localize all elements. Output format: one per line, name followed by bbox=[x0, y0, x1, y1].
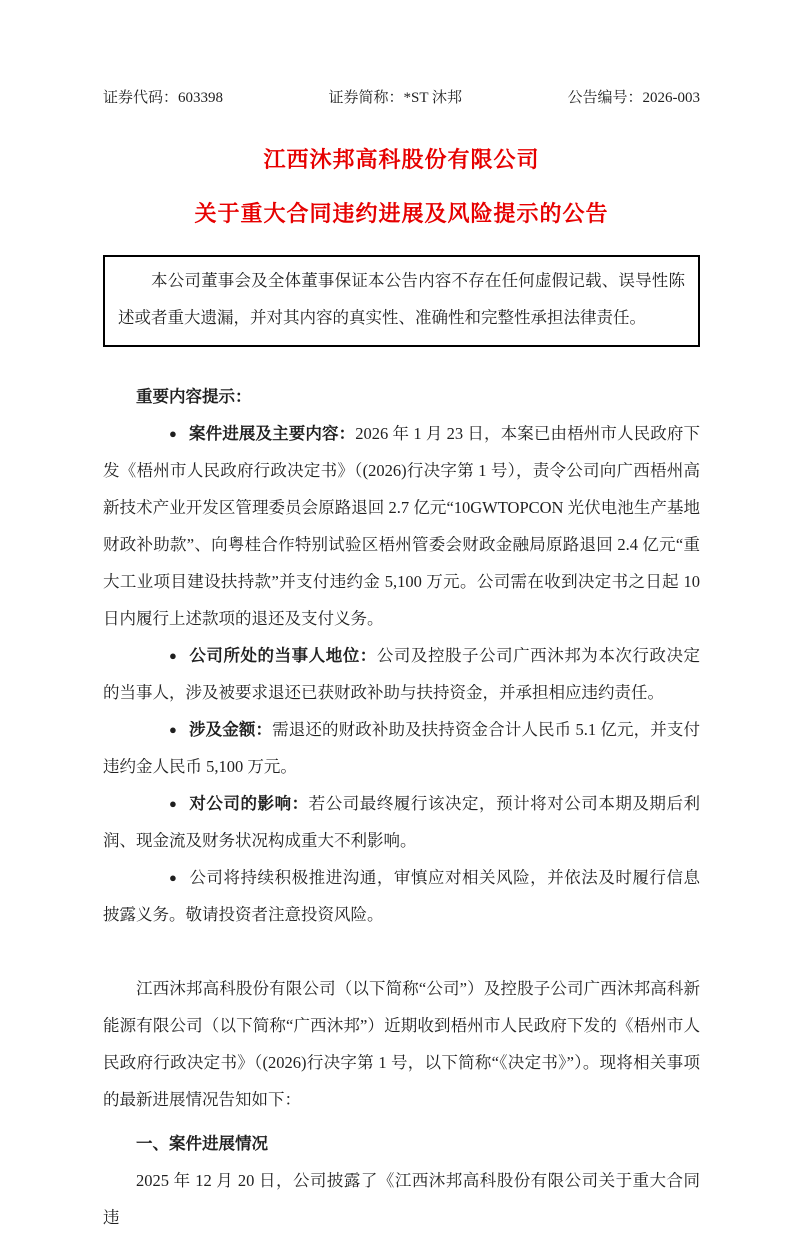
bullet-icon: ● bbox=[169, 426, 177, 441]
section-1-heading: 一、案件进展情况 bbox=[136, 1134, 268, 1153]
company-name-title: 江西沐邦高科股份有限公司 bbox=[263, 147, 540, 172]
bullet-item-impact bbox=[103, 785, 700, 859]
bullet-item-party-status bbox=[103, 637, 700, 711]
bullet-text: 需退还的财政补助及扶持资金合计人民币 5.1 亿元，并支付违约金人民币 5,100 万元。 bbox=[103, 720, 701, 776]
board-statement-text: 本公司董事会及全体董事保证本公告内容不存在任何虚假记载、误导性陈述或者重大遗漏，并对其内容的真实性、准确性和完整性承担法律责任。 bbox=[118, 271, 685, 327]
intro-paragraph: 江西沐邦高科股份有限公司（以下简称“公司”）及控股子公司广西沐邦高科新能源有限公司（以下简称“广西沐邦”）近期收到梧州市人民政府下发的《梧州市人民政府行政决定书》（(2026)行决字第 1 号，以下简称“《决定书》”）。现将相关事项的最新进展情况告知如下： bbox=[103, 979, 700, 1109]
important-notice-heading: 重要内容提示： bbox=[136, 387, 252, 406]
bullet-icon: ● bbox=[169, 796, 177, 811]
bullet-label: 公司所处的当事人地位： bbox=[188, 646, 377, 665]
stock-code: 证券代码：603398 bbox=[103, 90, 224, 106]
bullet-icon: ● bbox=[169, 648, 177, 663]
bullet-item-case-progress bbox=[103, 415, 700, 637]
section-1-paragraph: 2025 年 12 月 20 日，公司披露了《江西沐邦高科股份有限公司关于重大合同违 bbox=[103, 1171, 700, 1227]
bullet-label: 对公司的影响： bbox=[188, 794, 309, 813]
bullet-text: 公司将持续积极推进沟通，审慎应对相关风险，并依法及时履行信息披露义务。敬请投资者注意投资风险。 bbox=[103, 868, 700, 924]
announcement-number: 公告编号：2026-003 bbox=[567, 90, 700, 106]
bullet-text: 2026 年 1 月 23 日，本案已由梧州市人民政府下发《梧州市人民政府行政决定书》（(2026)行决字第 1 号），责令公司向广西梧州高新技术产业开发区管理委员会原路退回 2.7 亿元“10GWTOPCON 光伏电池生产基地财政补助款”、向粤桂合作特别试验区梧州管委会财政金融局原路退回 2.4 亿元“重大工业项目建设扶持款”并支付违约金 5,100 万元。公司需在收到决定书之日起 10 日内履行上述款项的退还及支付义务。 bbox=[103, 424, 701, 628]
announcement-title: 关于重大合同违约进展及风险提示的公告 bbox=[194, 201, 609, 226]
bullet-icon: ● bbox=[169, 722, 177, 737]
board-statement-box bbox=[103, 255, 700, 347]
bullet-item-risk-note bbox=[103, 859, 700, 933]
bullet-icon: ● bbox=[169, 870, 177, 885]
bullet-item-amount bbox=[103, 711, 700, 785]
stock-abbr: 证券简称：*ST 沐邦 bbox=[328, 90, 462, 106]
bullet-label: 案件进展及主要内容： bbox=[188, 424, 356, 443]
bullet-label: 涉及金额： bbox=[188, 720, 273, 739]
bullet-text: 若公司最终履行该决定，预计将对公司本期及期后利润、现金流及财务状况构成重大不利影响。 bbox=[103, 794, 701, 850]
bullet-text: 公司及控股子公司广西沐邦为本次行政决定的当事人，涉及被要求退还已获财政补助与扶持资金，并承担相应违约责任。 bbox=[103, 646, 701, 702]
document-header bbox=[103, 86, 700, 107]
